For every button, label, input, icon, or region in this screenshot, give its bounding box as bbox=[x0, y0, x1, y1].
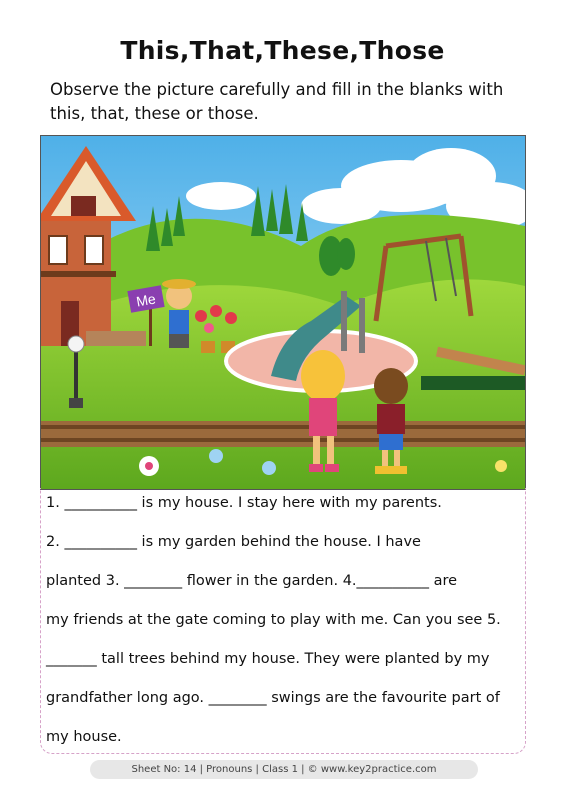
exercise-line-7: my house. bbox=[46, 729, 122, 745]
picket-fence bbox=[41, 421, 525, 447]
exercise-line-2: 2. __________ is my garden behind the house. I have bbox=[46, 534, 421, 550]
garden-illustration bbox=[40, 135, 526, 490]
exercise-line-6: grandfather long ago. ________ swings are the favourite part of bbox=[46, 690, 500, 706]
exercise-line-3: planted 3. ________ flower in the garden. 4.__________ are bbox=[46, 573, 458, 589]
worksheet-title: This,That,These,Those bbox=[120, 36, 445, 65]
exercise-line-5: _______ tall trees behind my house. They were planted by my bbox=[46, 651, 490, 667]
instruction-text: Observe the picture carefully and fill in the blanks with this, that, these or those. bbox=[50, 80, 504, 123]
exercise-line-4: my friends at the gate coming to play with me. Can you see 5. bbox=[46, 612, 501, 628]
sheet-footer: Sheet No: 14 | Pronouns | Class 1 | © www.key2practice.com bbox=[90, 760, 478, 779]
exercise-line-1: 1. __________ is my house. I stay here with my parents. bbox=[46, 495, 442, 511]
me-sign-label: Me bbox=[134, 290, 157, 310]
